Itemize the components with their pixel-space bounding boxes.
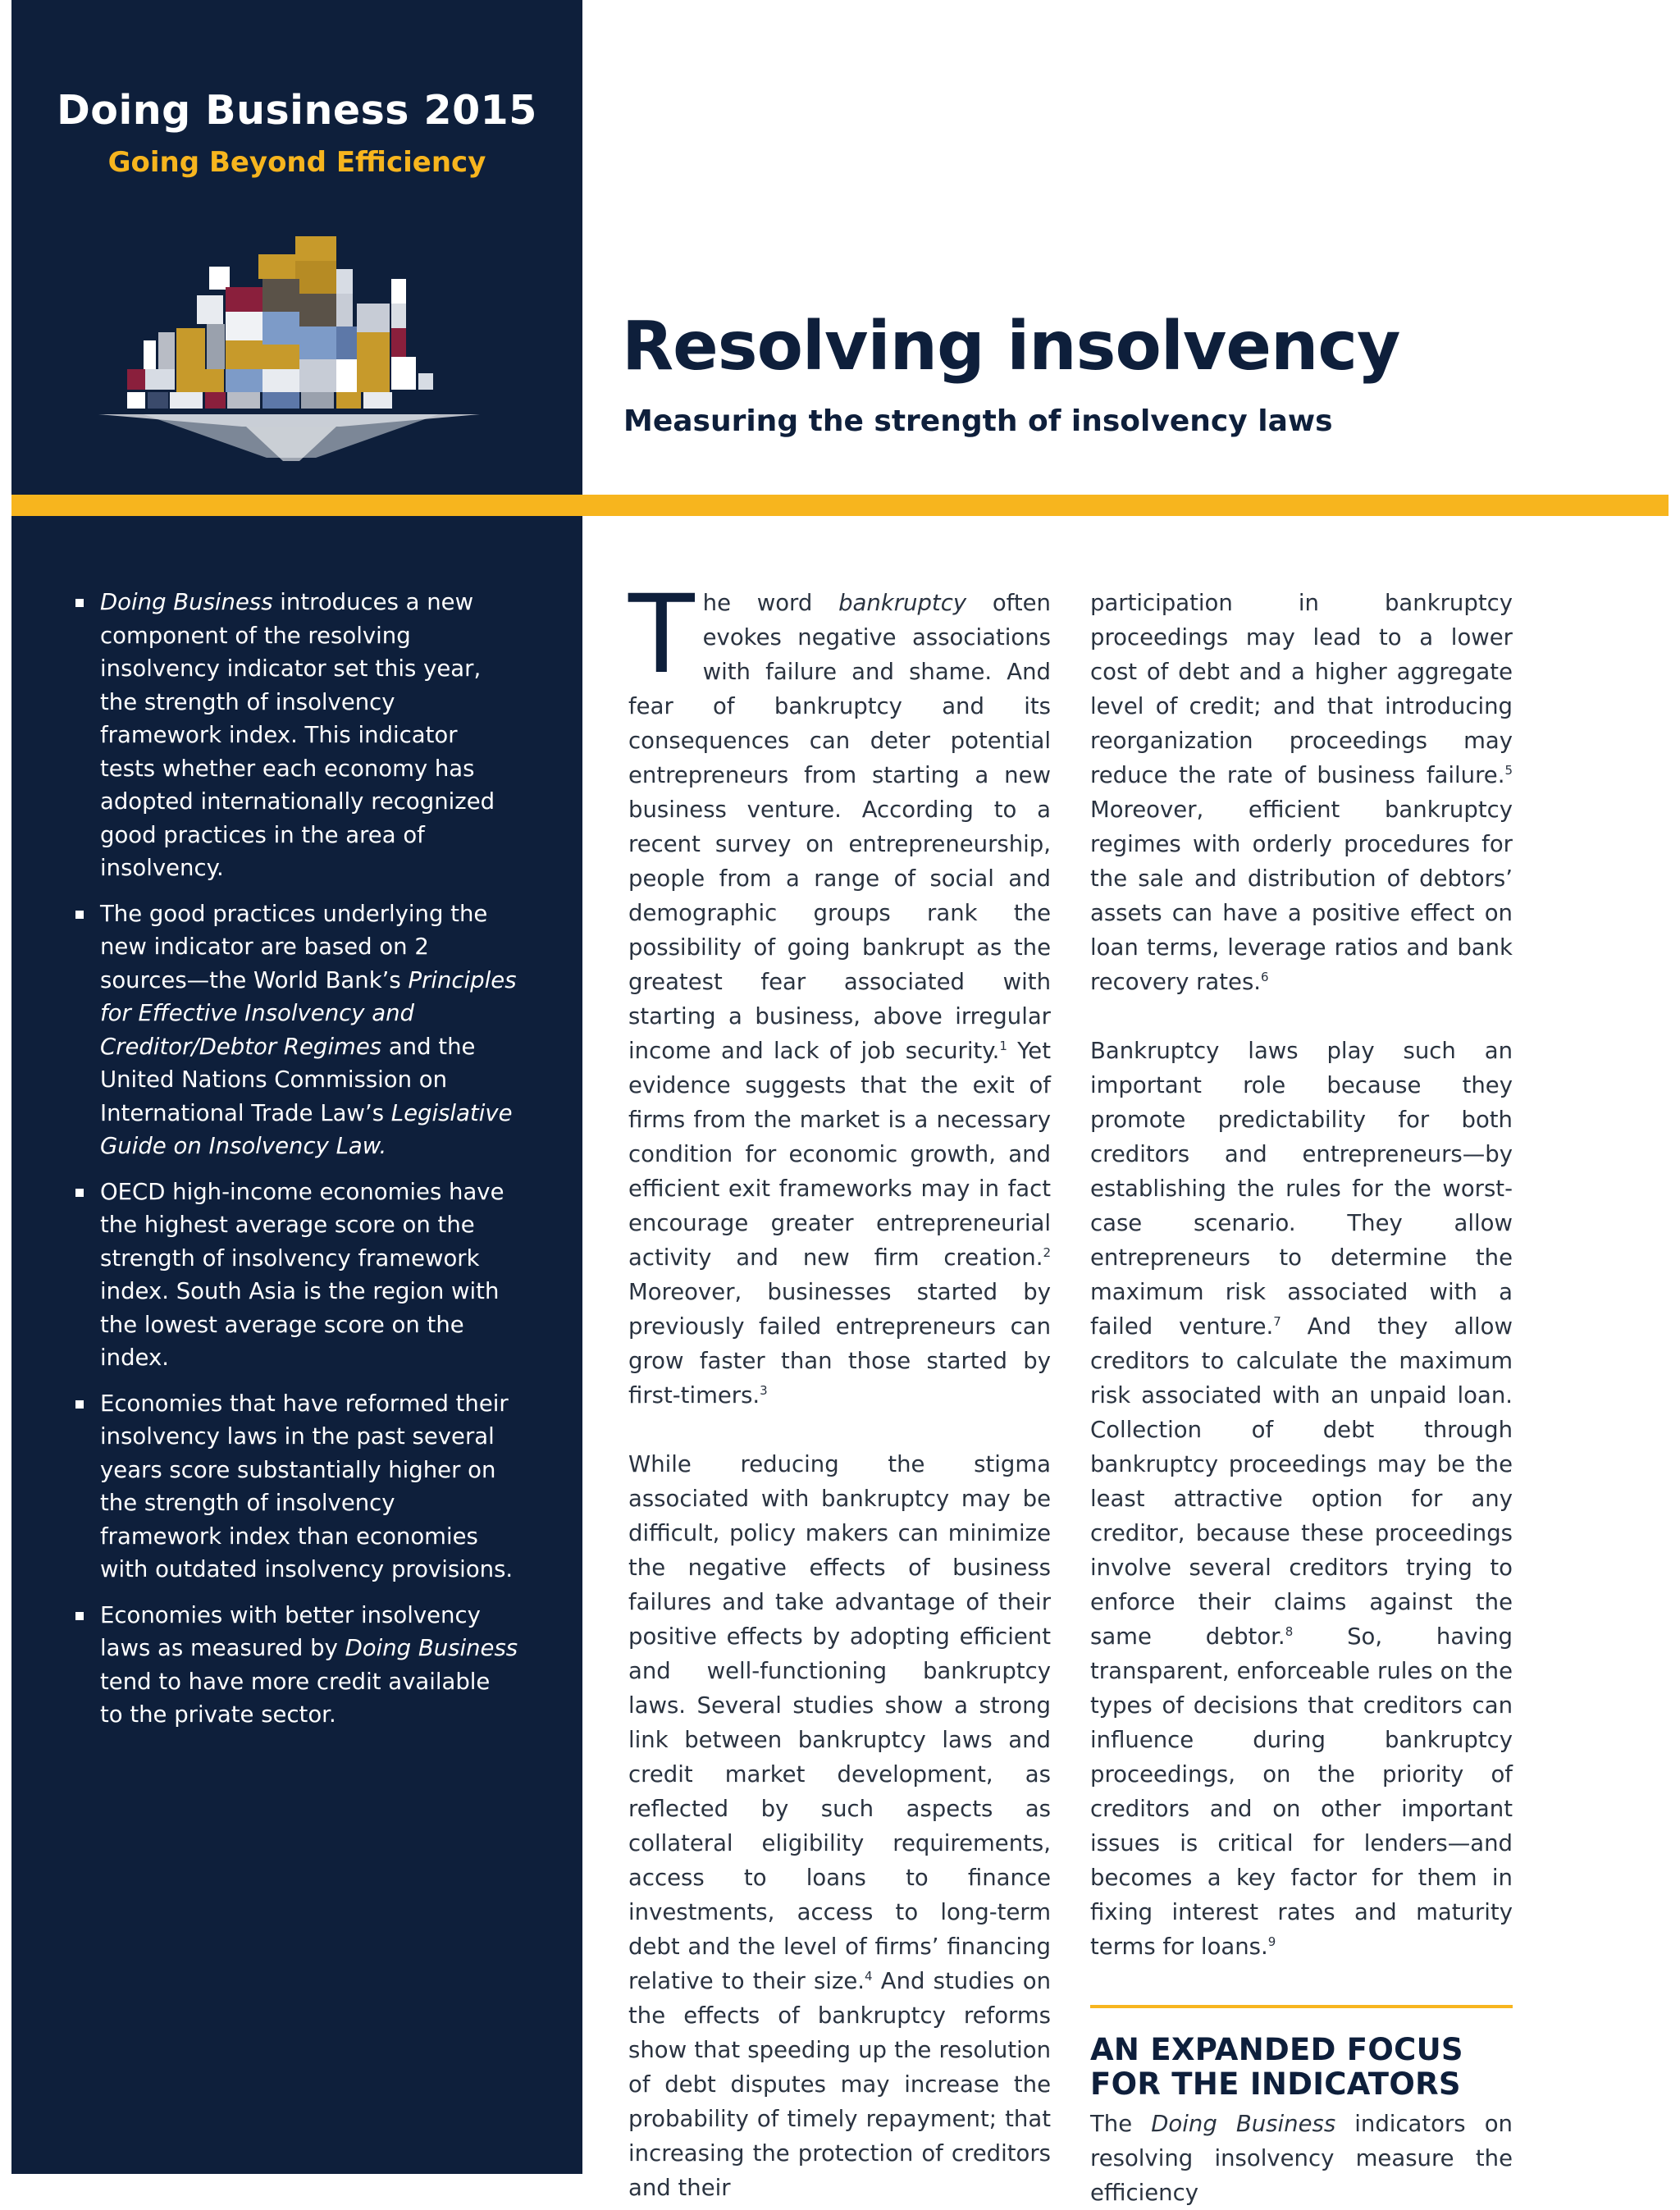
paragraph-text: he word bankruptcy often evokes negative associations with failure and shame. And fear of bankruptcy and its consequences can deter potential entrepreneurs from starting a new business venture. According to a recent survey on entrepreneurship, people from a range of social and demographic groups rank the possibility of going bankrupt as the greatest fear associated with starting a business, above irregular income and lack of job security.$^1$ Yet evidence suggests that the exit of firms from the market is a necessary condition for economic growth, and efficient exit frameworks may in fact encourage greater entrepreneurial activity and new firm creation.$^2$ Moreover, businesses started by previously failed entrepreneurs can grow faster than those started by first-timers.$^3$: [628, 590, 1051, 1409]
drop-cap: T: [628, 572, 695, 698]
key-finding-item: The good practices underlying the new indicator are based on 2 sources—the World Bank’s Principles for Effective Insolvency and Creditor/Debtor Regimes and the United Nations Commission on International Trade Law’s Legislative Guide on Insolvency Law.: [75, 897, 518, 1163]
doing-business-logo-icon: [94, 230, 488, 463]
key-finding-item: OECD high-income economies have the highest average score on the strength of insolvency framework index. South Asia is the region with the lowest average score on the index.: [75, 1176, 518, 1375]
key-finding-item: Doing Business introduces a new component of the resolving insolvency indicator set this year, the strength of insolvency framework index. This indicator tests whether each economy has adopted internationally recognized good practices in the area of insolvency.: [75, 586, 518, 885]
report-subtitle: Going Beyond Efficiency: [107, 146, 486, 179]
section-heading: AN EXPANDED FOCUS FOR THE INDICATORS: [1090, 2032, 1463, 2102]
section-divider: [1090, 2005, 1513, 2008]
body-column-right: [1090, 586, 1513, 2210]
body-paragraph: While reducing the stigma associated with bankruptcy may be difficult, policy makers can minimize the negative effects of business failures and take advantage of their positive effects by adopting efficient and well-functioning bankruptcy laws. Several studies show a strong link between bankruptcy laws and credit market development, as reflected by such aspects as collateral eligibility requirements, access to loans to finance investments, access to long-term debt and the level of firms’ financing relative to their size.$^4$ And studies on the effects of bankruptcy reforms show that speeding up the resolution of debt disputes may increase the probability of timely repayment; that increasing the protection of creditors and their: [628, 1451, 1051, 2201]
key-finding-item: Economies that have reformed their insolvency laws in the past several years score substantially higher on the strength of insolvency framework index than economies with outdated insolvency provisions.: [75, 1387, 518, 1587]
body-paragraph: participation in bankruptcy proceedings may lead to a lower cost of debt and a higher aggregate level of credit; and that introducing reorganization proceedings may reduce the rate of business failure.$^5$ Moreover, efficient bankruptcy regimes with orderly procedures for the sale and distribution of debtors’ assets can have a positive effect on loan terms, leverage ratios and bank recovery rates.$^6$: [1090, 590, 1513, 995]
page-title: Resolving insolvency: [622, 308, 1400, 386]
body-paragraph: The Doing Business indicators on resolving insolvency measure the efficiency: [1090, 2111, 1513, 2206]
body-column-left: [628, 572, 1051, 2205]
report-title: Doing Business 2015: [57, 87, 537, 134]
body-paragraph: Bankruptcy laws play such an important role because they promote predictability for both creditors and entrepreneurs—by establishing the rules for the worst-case scenario. They allow entrepreneurs to determine the maximum risk associated with a failed venture.$^7$ And they allow creditors to calculate the maximum risk associated with an unpaid loan. Collection of debt through bankruptcy proceedings may be the least attractive option for any creditor, because these proceedings involve several creditors trying to enforce their claims against the same debtor.$^8$ So, having transparent, enforceable rules on the types of decisions that creditors can influence during bankruptcy proceedings, on the priority of creditors and on other important issues is critical for lenders—and becomes a key factor for them in fixing interest rates and maturity terms for loans.$^9$: [1090, 1038, 1513, 1960]
page-subtitle: Measuring the strength of insolvency laws: [623, 404, 1333, 438]
body-paragraph: [628, 572, 1051, 1413]
key-finding-item: Economies with better insolvency laws as measured by Doing Business tend to have more credit available to the private sector.: [75, 1599, 518, 1732]
header-divider-bar: [11, 495, 1669, 516]
key-findings-list: [75, 586, 518, 1744]
